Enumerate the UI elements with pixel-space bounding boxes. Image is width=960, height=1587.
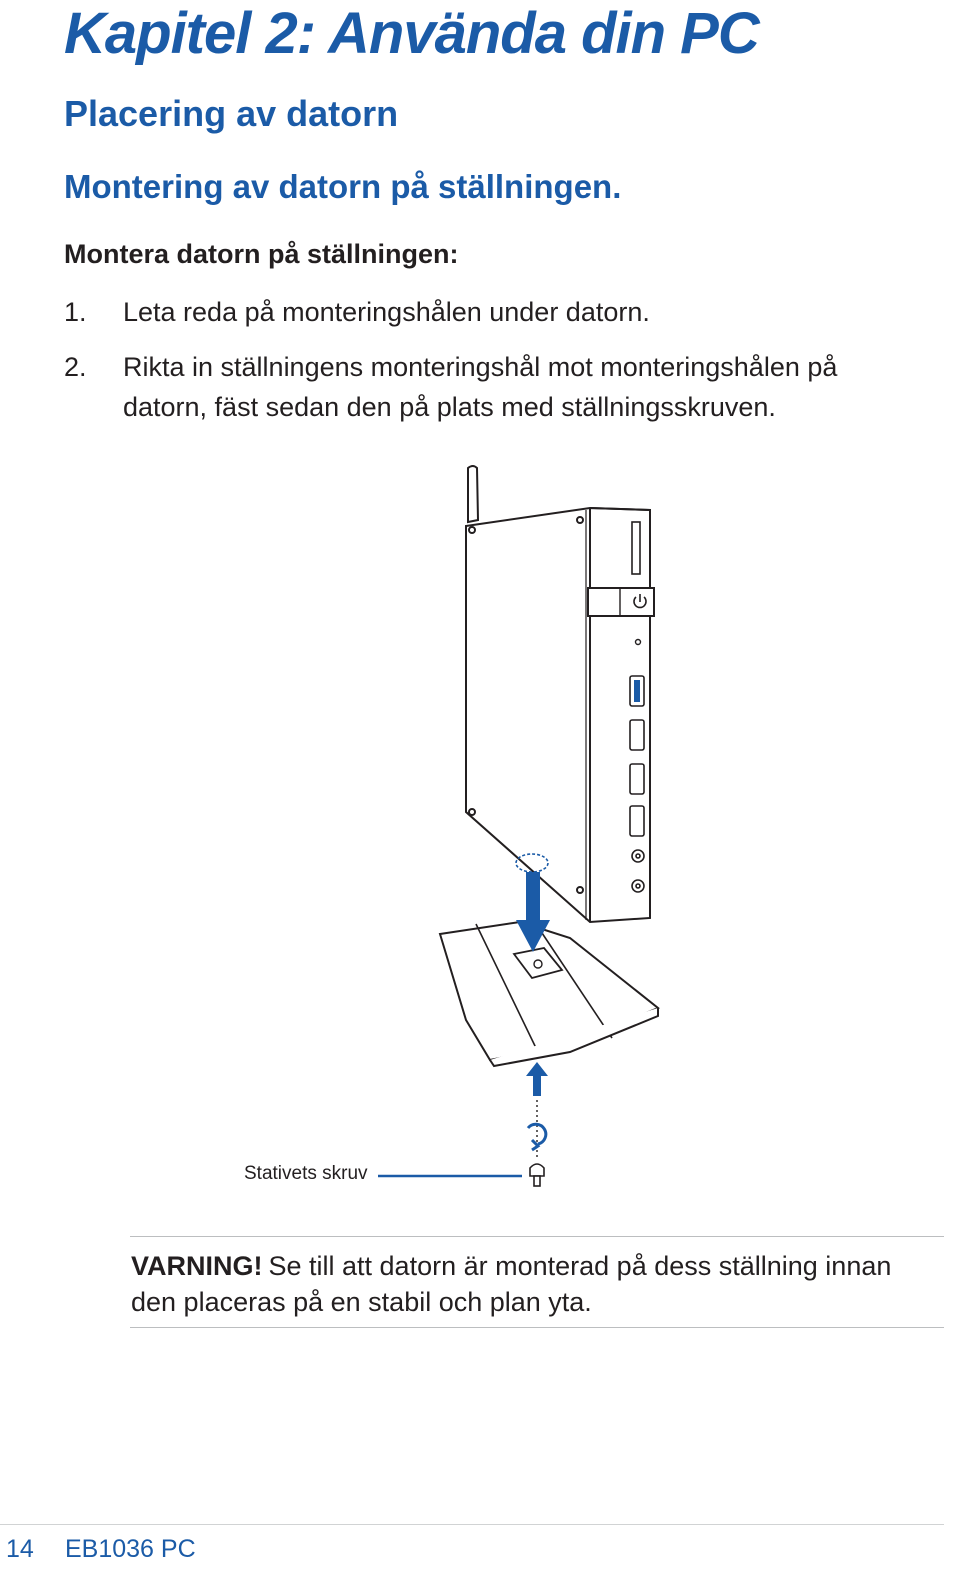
warning-label: VARNING! bbox=[131, 1251, 263, 1281]
step-number: 2. bbox=[64, 352, 87, 382]
step-text: Rikta in ställningens monteringshål mot monteringshålen på datorn, fäst sedan den på plats med ställningsskruven. bbox=[123, 352, 838, 422]
warning-note bbox=[131, 1248, 941, 1320]
subsection-title: Montering av datorn på ställningen. bbox=[64, 168, 622, 205]
stand-base bbox=[440, 922, 658, 1066]
product-name: EB1036 PC bbox=[65, 1535, 196, 1563]
page-number: 14 bbox=[6, 1535, 34, 1563]
section-title: Placering av datorn bbox=[64, 93, 399, 134]
step-number: 1. bbox=[64, 297, 87, 327]
step-1 bbox=[64, 292, 924, 332]
step-text: Leta reda på monteringshålen under datorn. bbox=[123, 297, 650, 327]
arrow-up-icon bbox=[526, 1062, 548, 1096]
pc-body bbox=[466, 508, 654, 922]
callout-label: Stativets skruv bbox=[244, 1163, 368, 1184]
rotate-icon bbox=[528, 1124, 546, 1150]
warning-text: Se till att datorn är monterad på dess ställning innan den placeras på en stabil och plan yta. bbox=[131, 1251, 892, 1317]
antenna bbox=[468, 466, 478, 522]
warning-divider-bottom bbox=[130, 1327, 944, 1328]
footer-divider bbox=[0, 1524, 944, 1525]
procedure-heading: Montera datorn på ställningen: bbox=[64, 239, 459, 269]
step-2 bbox=[64, 347, 924, 427]
stand-mounting-illustration bbox=[240, 460, 680, 1200]
warning-divider-top bbox=[130, 1236, 944, 1237]
screw-icon bbox=[530, 1164, 544, 1186]
chapter-title: Kapitel 2: Använda din PC bbox=[64, 1, 759, 66]
